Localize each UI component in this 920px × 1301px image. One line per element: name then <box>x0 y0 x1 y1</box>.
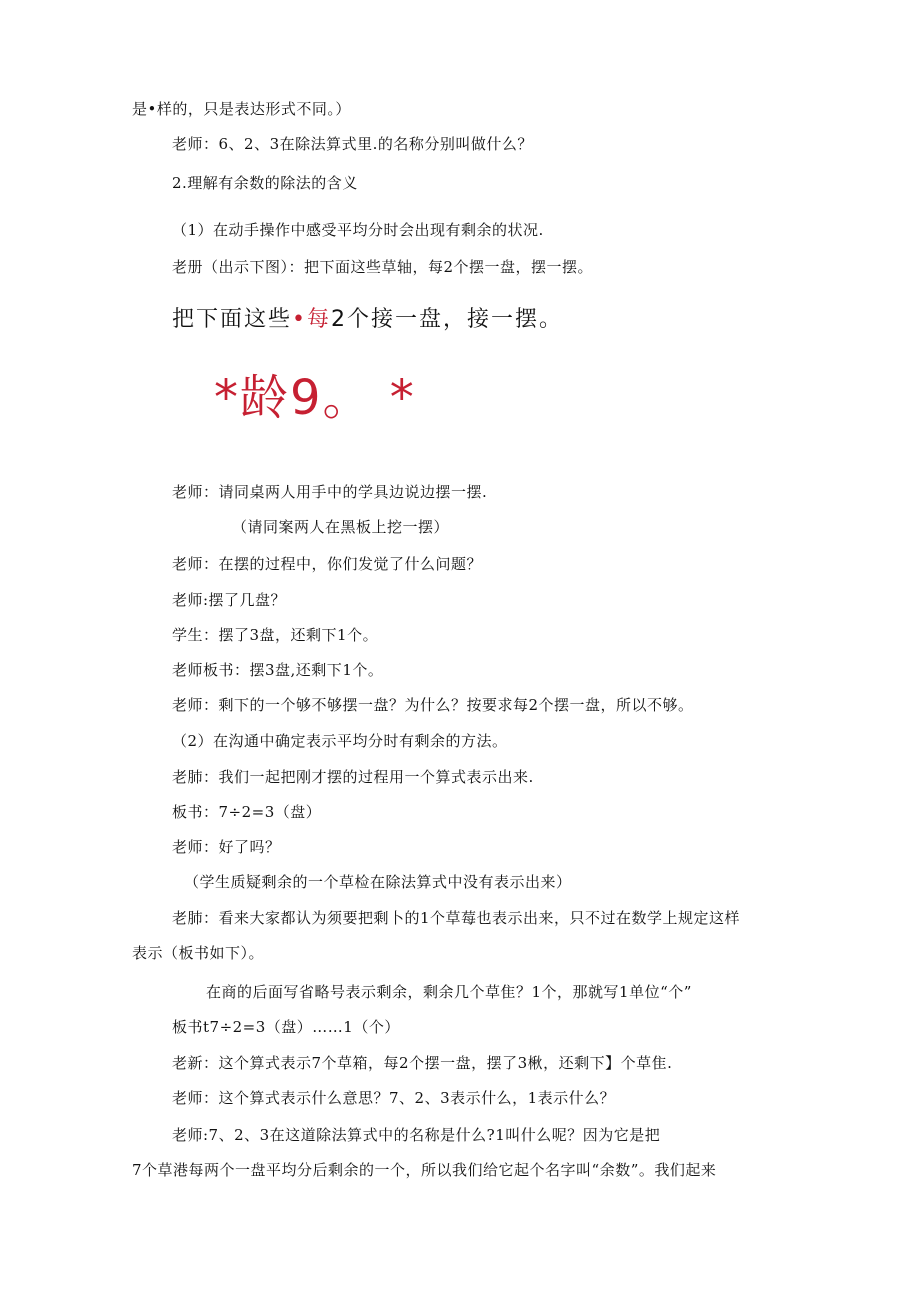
text-line: 老肺：看来大家都认为须要把剩卜的1个草莓也表示出来，只不过在数学上规定这样 <box>172 909 741 927</box>
text-line: 学生：摆了3盘，还剩下1个。 <box>172 626 379 644</box>
figure-caption-start: 把下面这些 <box>172 307 293 332</box>
sub-heading: （2）在沟通中确定表示平均分时有剩余的方法。 <box>172 732 508 750</box>
text-line: 老册（出示下图）：把下面这些草轴，每2个摆一盘，摆一摆。 <box>172 258 594 276</box>
text-line: 老师板书：摆3盘,还剩下1个。 <box>172 661 384 679</box>
figure-caption-red: •每 <box>292 307 331 332</box>
text-line: 7个草港每两个一盘平均分后剩余的一个，所以我们给它起个名字叫“余数”。我们起来 <box>132 1161 717 1179</box>
text-line: 老师：这个算式表示什么意思？7、2、3表示什么，1表示什么？ <box>172 1089 616 1107</box>
text-line: 表示（板书如下）。 <box>132 944 265 962</box>
figure-caption <box>172 305 563 335</box>
text-line: 老师：好了吗？ <box>172 838 281 856</box>
section-heading: 2.理解有余数的除法的含义 <box>172 174 358 192</box>
text-line: 老新：这个算式表示7个草箱，每2个摆一盘，摆了3楸，还剩下】个草隹. <box>172 1054 673 1072</box>
text-line: 老师:摆了几盘？ <box>172 591 287 609</box>
sub-heading: （1）在动手操作中感受平均分时会出现有剩余的状况. <box>172 221 544 239</box>
text-line: （学生质疑剩余的一个草检在除法算式中没有表示出来） <box>184 873 572 891</box>
text-line: 老师：6、2、3在除法算式里.的名称分别叫做什么？ <box>172 135 533 153</box>
text-line: 是•样的，只是表达形式不同。） <box>132 100 351 118</box>
figure-red-glyphs: *龄9。 * <box>214 370 416 426</box>
text-line: 板书：7÷2=3（盘） <box>172 803 322 821</box>
text-line: 老师：剩下的一个够不够摆一盘？为什么？按要求每2个摆一盘，所以不够。 <box>172 696 694 714</box>
text-line: 老师:7、2、3在这道除法算式中的名称是什么?1叫什么呢？因为它是把 <box>172 1126 661 1144</box>
text-line: 老肺：我们一起把刚才摆的过程用一个算式表示出来. <box>172 768 534 786</box>
text-line: 在商的后面写省略号表示剩余，剩余几个草隹？1个，那就写1单位“个” <box>206 983 692 1001</box>
text-line: 老师：请同桌两人用手中的学具边说边摆一摆. <box>172 483 488 501</box>
text-line: 老师：在摆的过程中，你们发觉了什么问题？ <box>172 555 483 573</box>
text-line: （请同案两人在黑板上挖一摆） <box>232 518 450 536</box>
text-line: 板书t7÷2=3（盘）……1（个） <box>172 1018 400 1036</box>
figure-caption-end: 2个接一盘，接一摆。 <box>331 307 563 332</box>
